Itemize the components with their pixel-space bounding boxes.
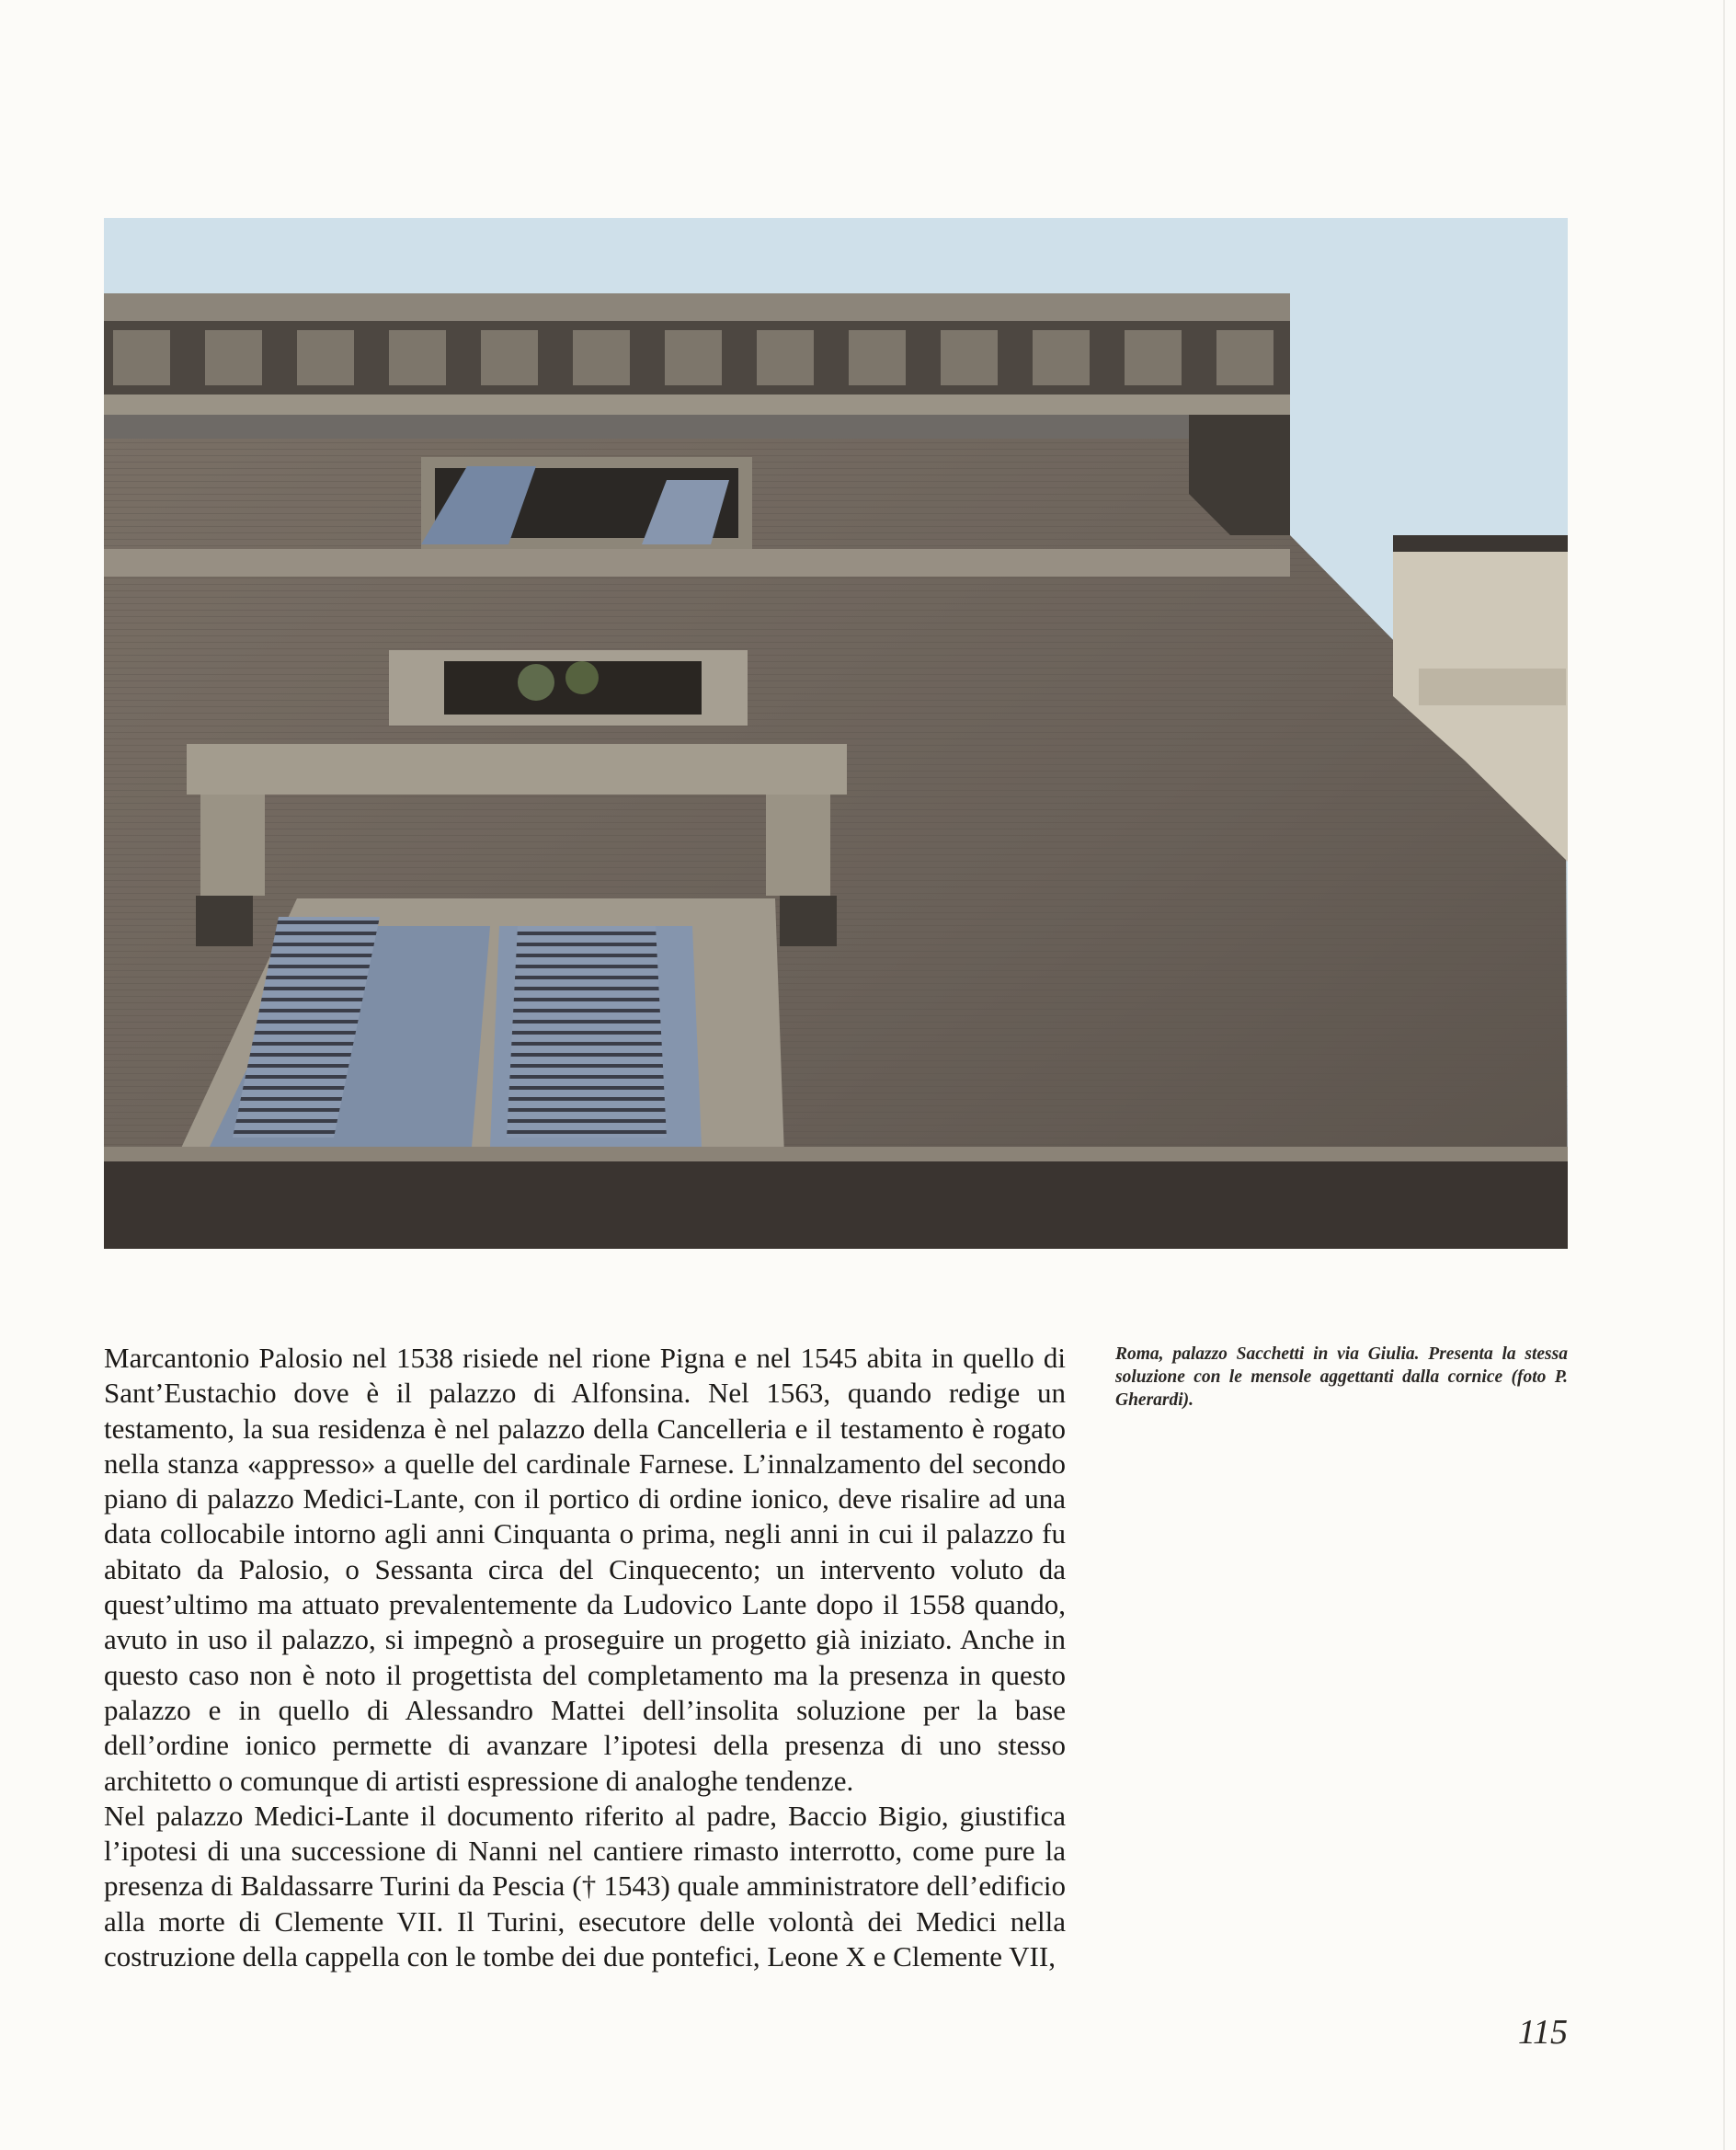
page-edge bbox=[1723, 0, 1725, 2150]
body-text bbox=[104, 1341, 1066, 1974]
page-number: 115 bbox=[1517, 2013, 1568, 2052]
figure-caption: Roma, palazzo Sacchetti in via Giulia. Presenta la stessa soluzione con le mensole aggettanti dalla cornice (foto P. Gherardi). bbox=[1115, 1344, 1568, 1410]
palazzo-sacchetti-photo bbox=[104, 218, 1568, 1249]
body-paragraph-2: Nel palazzo Medici-Lante il documento riferito al padre, Baccio Bigio, giustifica l’ipotesi di una successione di Nanni nel cantiere rimasto interrotto, come pure la presenza di Baldassarre Turini da Pescia († 1543) quale amministratore dell’edificio alla morte di Clemente VII. Il Turini, esecutore delle volontà dei Medici nella costruzione della cappella con le tombe dei due pontefici, Leone X e Clemente VII, bbox=[104, 1799, 1066, 1973]
body-paragraph-1: Marcantonio Palosio nel 1538 risiede nel rione Pigna e nel 1545 abita in quello di Sant’Eustachio dove è il palazzo di Alfonsina. Nel 1563, quando redige un testamento, la sua residenza è nel palazzo della Cancelleria e il testamento è rogato nella stanza «appresso» a quelle del cardinale Farnese. L’innalzamento del secondo piano di palazzo Medici-Lante, con il portico di ordine ionico, deve risalire ad una data collocabile intorno agli anni Cinquanta o prima, negli anni in cui il palazzo fu abitato da Palosio, o Sessanta circa del Cinquecento; un intervento voluto da quest’ultimo ma attuato prevalentemente da Ludovico Lante dopo il 1558 quando, avuto in uso il palazzo, si impegnò a proseguire un progetto già iniziato. Anche in questo caso non è noto il progettista del completamento ma la presenza in questo palazzo e in quello di Alessandro Mattei dell’insolita soluzione per la base dell’ordine ionico permette di avanzare l’ipotesi della presenza di uno stesso architetto o comunque di artisti espressione di analoghe tendenze. bbox=[104, 1342, 1066, 1797]
